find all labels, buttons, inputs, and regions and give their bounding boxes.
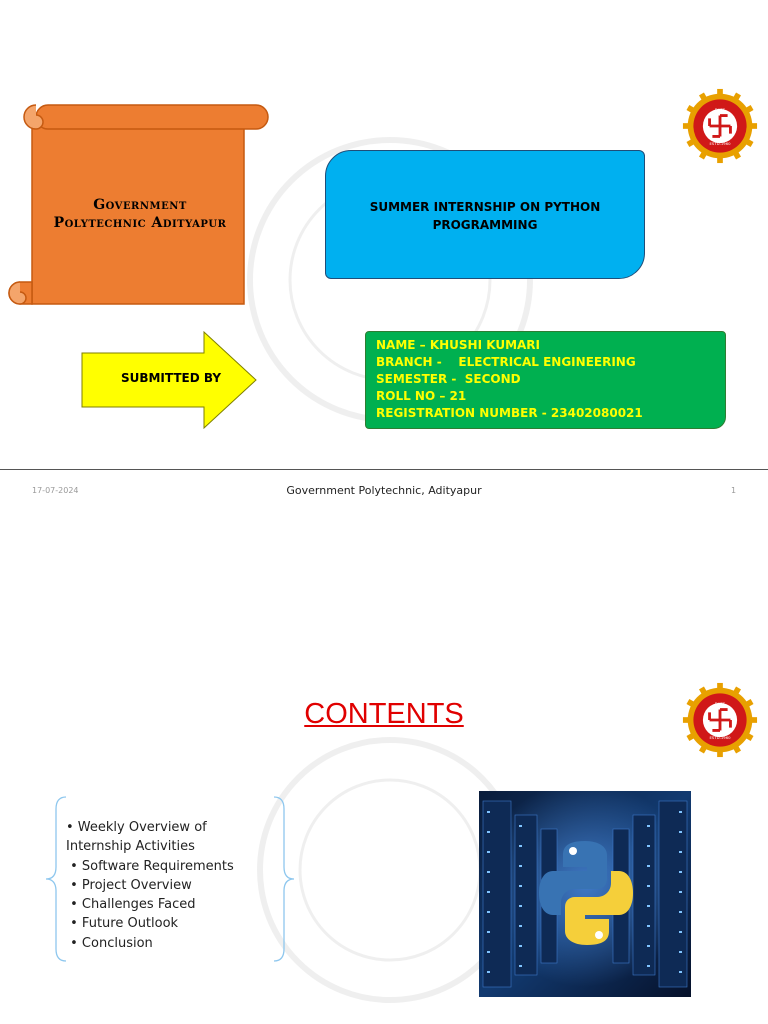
list-item: Internship Activities xyxy=(66,839,195,855)
contents-list xyxy=(66,818,276,953)
list-item: • Weekly Overview of xyxy=(66,820,207,835)
presentation-title xyxy=(338,198,632,234)
submitted-by-label: SUBMITTED BY xyxy=(120,371,222,385)
footer-date: 17-07-2024 xyxy=(32,486,79,495)
student-registration: REGISTRATION NUMBER - 23402080021 xyxy=(376,406,643,420)
seal-center: DHTE xyxy=(714,106,726,112)
institution-name xyxy=(40,196,240,232)
seal-center-2: DHTE xyxy=(714,700,726,706)
institution-name-line2: Polytechnic Adityapur xyxy=(53,215,227,231)
presentation-title-line2: PROGRAMMING xyxy=(432,218,538,232)
student-semester: SEMESTER - SECOND xyxy=(376,372,521,386)
institution-name-line1: Government xyxy=(93,197,187,213)
student-name: NAME – KHUSHI KUMARI xyxy=(376,338,541,352)
contents-title: CONTENTS xyxy=(304,698,464,730)
student-roll-no: ROLL NO – 21 xyxy=(376,389,467,403)
list-item: • Project Overview xyxy=(66,877,192,893)
slide-divider xyxy=(0,469,768,470)
list-item: • Challenges Faced xyxy=(66,897,196,913)
list-item: • Conclusion xyxy=(66,935,153,951)
institution-seal-logo-2 xyxy=(682,682,758,758)
list-item: • Future Outlook xyxy=(66,916,179,932)
seal-estd-2: ESTD-1960 xyxy=(709,735,731,740)
footer-institution: Government Polytechnic, Adityapur xyxy=(286,484,482,497)
footer-page-number: 1 xyxy=(731,486,737,495)
institution-seal-logo xyxy=(682,88,758,164)
list-item: • Software Requirements xyxy=(66,858,234,874)
seal-estd: ESTD-1960 xyxy=(709,141,731,146)
python-server-room-image xyxy=(479,791,691,997)
student-info-box xyxy=(365,331,726,429)
student-branch: BRANCH - ELECTRICAL ENGINEERING xyxy=(376,355,636,369)
presentation-title-line1: SUMMER INTERNSHIP ON PYTHON xyxy=(369,200,601,214)
